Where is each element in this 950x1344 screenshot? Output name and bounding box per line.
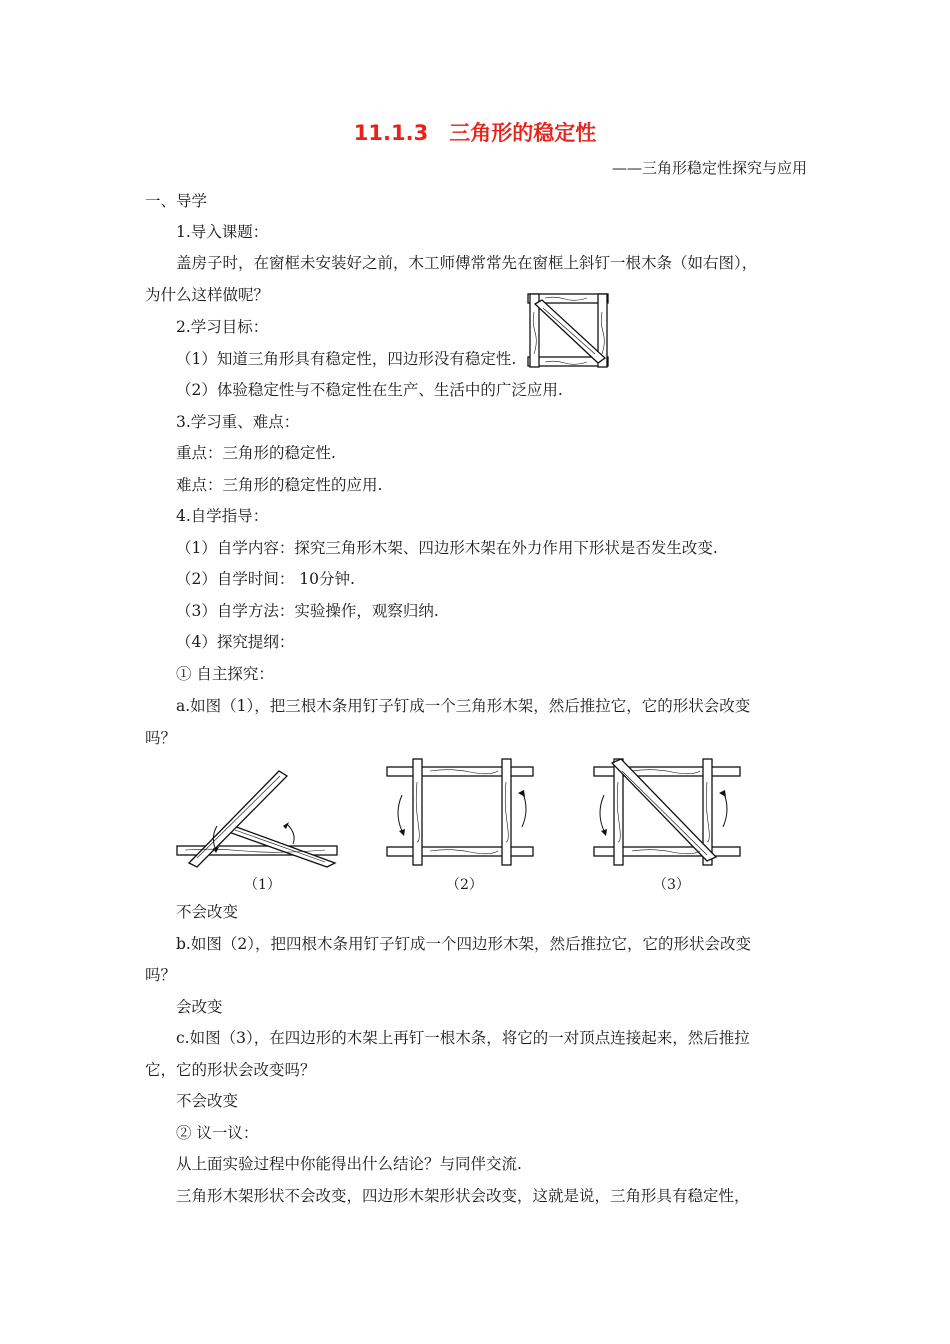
section-heading: 一、导学 — [145, 192, 208, 210]
subsection-heading: 1.导入课题： — [176, 223, 269, 241]
paragraph-line: 三角形木架形状不会改变，四边形木架形状会改变，这就是说，三角形具有稳定性， — [176, 1187, 750, 1205]
subsection-heading: 3.学习重、难点： — [176, 413, 300, 431]
question-line: 它，它的形状会改变吗？ — [145, 1061, 316, 1079]
page-title: 11.1.3 三角形的稳定性 — [353, 121, 597, 145]
guide-item: （4）探究提纲： — [176, 633, 295, 651]
figure-caption: （3） — [653, 877, 690, 893]
question-line: 吗？ — [145, 966, 177, 984]
difficult-point: 难点：三角形的稳定性的应用. — [176, 476, 383, 494]
rotate-arrow-icon — [601, 829, 607, 836]
paragraph-line: 盖房子时，在窗框未安装好之前，木工师傅常常先在窗框上斜钉一根木条（如右图）， — [176, 254, 758, 272]
discuss-heading: ② 议一议： — [176, 1124, 259, 1142]
key-point: 重点：三角形的稳定性. — [176, 444, 336, 462]
answer-line: 不会改变 — [176, 1092, 239, 1110]
guide-item: （2）自学时间： 10分钟. — [176, 570, 355, 588]
figure-1-triangle — [175, 768, 340, 868]
question-line: c.如图（3），在四边形的木架上再钉一根木条，将它的一对顶点连接起来，然后推拉 — [176, 1029, 750, 1047]
goal-item: （1）知道三角形具有稳定性，四边形没有稳定性. — [176, 350, 517, 368]
question-line: 吗？ — [145, 729, 177, 747]
answer-line: 会改变 — [176, 998, 223, 1016]
paragraph-line: 为什么这样做呢？ — [145, 286, 270, 304]
subsection-heading: 2.学习目标： — [176, 318, 269, 336]
subsection-heading: 4.自学指导： — [176, 507, 269, 525]
figure-caption: （1） — [244, 877, 281, 893]
goal-item: （2）体验稳定性与不稳定性在生产、生活中的广泛应用. — [176, 381, 563, 399]
rotate-arrow-icon — [518, 790, 525, 797]
paragraph-line: 从上面实验过程中你能得出什么结论？与同伴交流. — [176, 1155, 522, 1173]
guide-item: （1）自学内容：探究三角形木架、四边形木架在外力作用下形状是否发生改变. — [176, 539, 718, 557]
question-line: a.如图（1），把三根木条用钉子钉成一个三角形木架，然后推拉它，它的形状会改变 — [176, 697, 751, 715]
figure-3-braced-quadrilateral — [592, 757, 742, 867]
rotate-arrow-icon — [719, 790, 726, 797]
rotate-arrow-icon — [399, 829, 405, 836]
page-subtitle: ——三角形稳定性探究与应用 — [611, 159, 807, 177]
explore-heading: ① 自主探究： — [176, 665, 274, 683]
answer-line: 不会改变 — [176, 903, 239, 921]
figure-2-quadrilateral — [385, 757, 535, 867]
question-line: b.如图（2），把四根木条用钉子钉成一个四边形木架，然后推拉它，它的形状会改变 — [176, 935, 751, 953]
guide-item: （3）自学方法：实验操作，观察归纳. — [176, 602, 439, 620]
window-frame-figure — [525, 292, 611, 370]
figure-caption: （2） — [446, 877, 483, 893]
